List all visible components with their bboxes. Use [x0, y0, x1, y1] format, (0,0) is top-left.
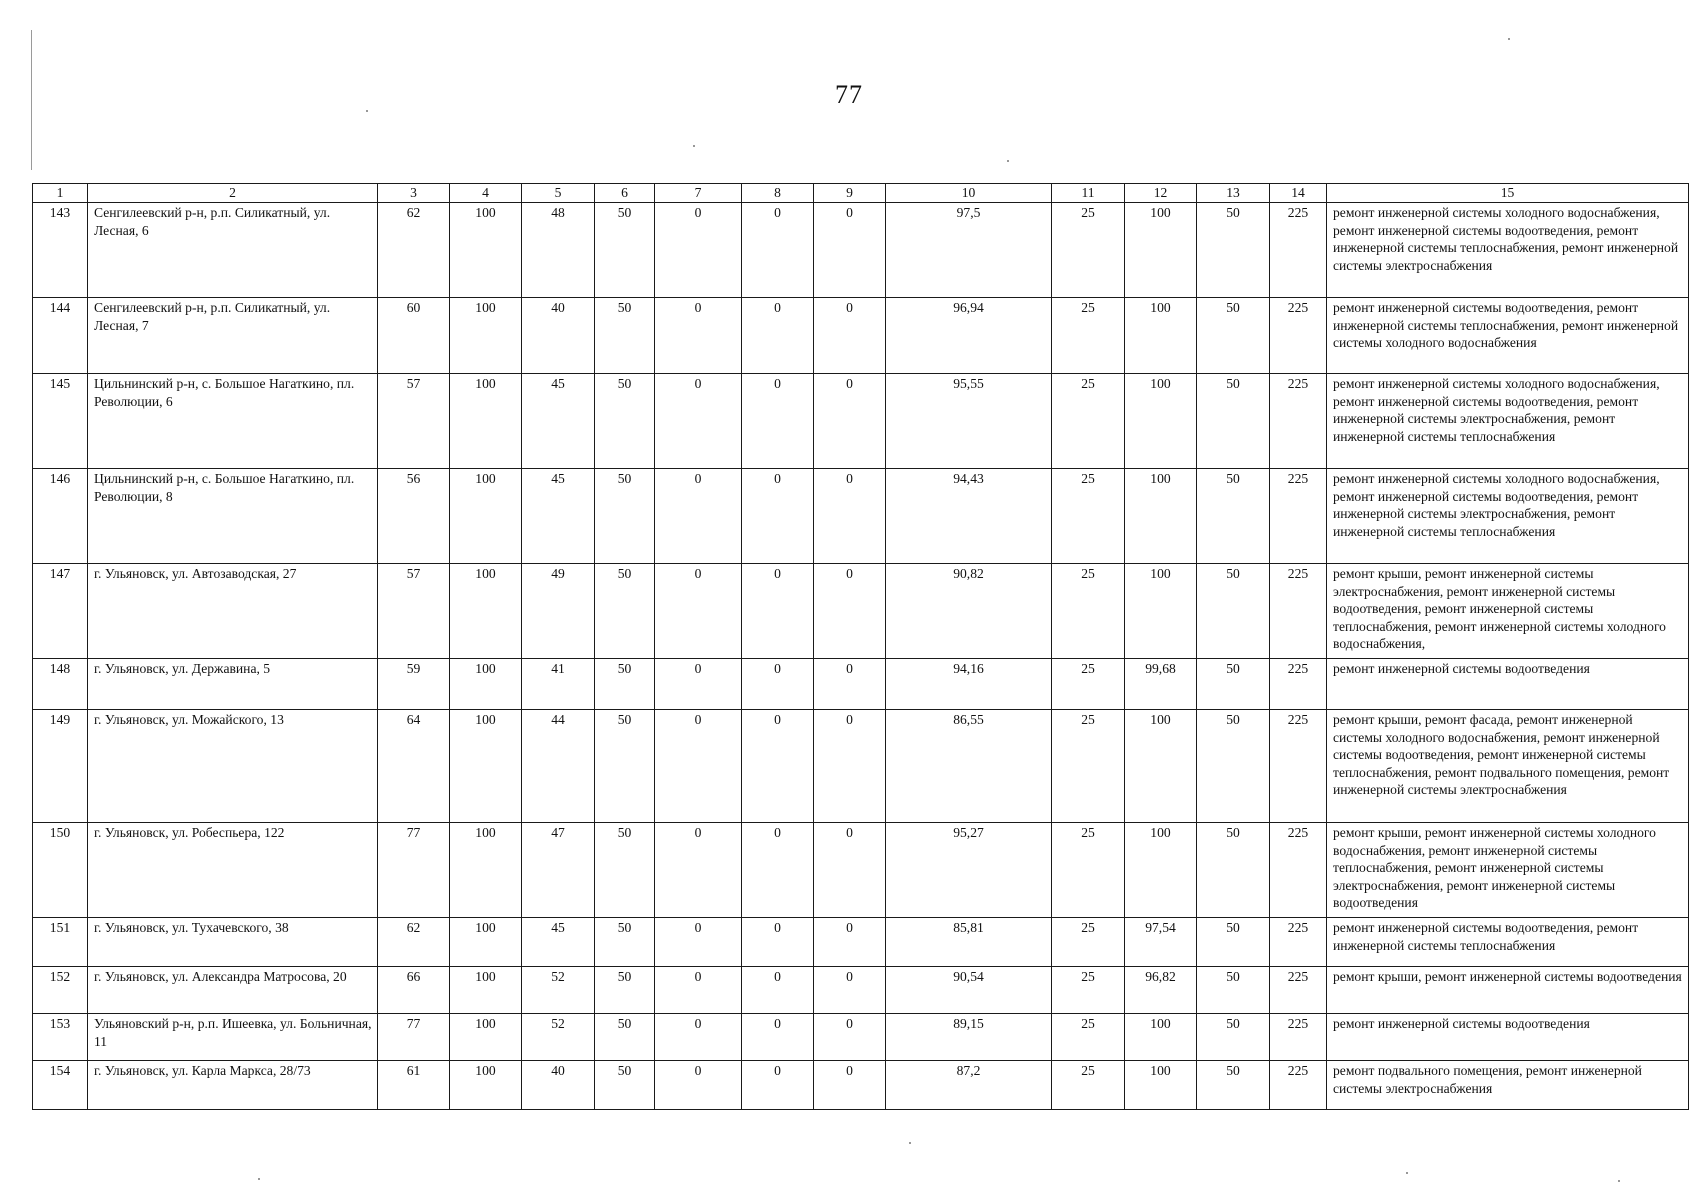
value-cell: 50	[1197, 823, 1270, 918]
row-number: 144	[33, 298, 88, 374]
work-description-cell: ремонт инженерной системы водоотведения, ремонт инженерной системы теплоснабжения, ремонт инженерной системы холодного водоснабжения	[1327, 298, 1689, 374]
value-cell: 0	[655, 823, 742, 918]
value-cell: 50	[1197, 967, 1270, 1014]
work-description-cell: ремонт крыши, ремонт фасада, ремонт инженерной системы холодного водоснабжения, ремонт инженерной системы водоотведения, ремонт инженерной системы теплоснабжения, ремонт подвального помещения, ремонт инженерной системы электроснабжения	[1327, 710, 1689, 823]
work-description-cell: ремонт подвального помещения, ремонт инженерной системы электроснабжения	[1327, 1061, 1689, 1110]
value-cell: 97,5	[886, 203, 1052, 298]
value-cell: 0	[655, 298, 742, 374]
value-cell: 100	[450, 918, 522, 967]
work-description-cell: ремонт инженерной системы холодного водоснабжения, ремонт инженерной системы водоотведения, ремонт инженерной системы электроснабжения, ремонт инженерной системы теплоснабжения	[1327, 469, 1689, 564]
value-cell: 0	[742, 564, 814, 659]
address-cell: г. Ульяновск, ул. Державина, 5	[88, 659, 378, 710]
value-cell: 0	[814, 469, 886, 564]
value-cell: 100	[450, 564, 522, 659]
scan-speck	[366, 110, 368, 112]
value-cell: 66	[378, 967, 450, 1014]
row-number: 146	[33, 469, 88, 564]
row-number: 149	[33, 710, 88, 823]
value-cell: 50	[1197, 203, 1270, 298]
table-row	[33, 823, 1689, 918]
value-cell: 99,68	[1125, 659, 1197, 710]
value-cell: 100	[1125, 564, 1197, 659]
value-cell: 50	[595, 967, 655, 1014]
value-cell: 85,81	[886, 918, 1052, 967]
value-cell: 50	[595, 659, 655, 710]
value-cell: 95,27	[886, 823, 1052, 918]
value-cell: 0	[742, 374, 814, 469]
value-cell: 50	[595, 203, 655, 298]
value-cell: 50	[595, 1014, 655, 1061]
value-cell: 100	[450, 298, 522, 374]
column-header: 8	[742, 184, 814, 203]
value-cell: 50	[595, 564, 655, 659]
value-cell: 62	[378, 203, 450, 298]
value-cell: 0	[814, 1014, 886, 1061]
column-header: 4	[450, 184, 522, 203]
table-row	[33, 564, 1689, 659]
value-cell: 0	[742, 823, 814, 918]
value-cell: 50	[1197, 1014, 1270, 1061]
value-cell: 100	[450, 469, 522, 564]
value-cell: 50	[595, 298, 655, 374]
value-cell: 0	[814, 1061, 886, 1110]
value-cell: 100	[450, 374, 522, 469]
value-cell: 225	[1270, 374, 1327, 469]
value-cell: 0	[655, 1061, 742, 1110]
value-cell: 225	[1270, 1061, 1327, 1110]
value-cell: 77	[378, 823, 450, 918]
value-cell: 0	[742, 1014, 814, 1061]
address-cell: Сенгилеевский р-н, р.п. Силикатный, ул. Лесная, 6	[88, 203, 378, 298]
work-description-cell: ремонт инженерной системы водоотведения	[1327, 659, 1689, 710]
column-header: 15	[1327, 184, 1689, 203]
row-number: 148	[33, 659, 88, 710]
value-cell: 0	[814, 659, 886, 710]
work-description-cell: ремонт крыши, ремонт инженерной системы холодного водоснабжения, ремонт инженерной системы теплоснабжения, ремонт инженерной системы электроснабжения, ремонт инженерной системы водоотведения	[1327, 823, 1689, 918]
value-cell: 96,82	[1125, 967, 1197, 1014]
value-cell: 50	[1197, 469, 1270, 564]
column-header: 3	[378, 184, 450, 203]
column-header: 7	[655, 184, 742, 203]
address-cell: г. Ульяновск, ул. Александра Матросова, 20	[88, 967, 378, 1014]
value-cell: 90,82	[886, 564, 1052, 659]
value-cell: 25	[1052, 374, 1125, 469]
value-cell: 50	[1197, 710, 1270, 823]
value-cell: 0	[814, 710, 886, 823]
address-cell: Ульяновский р-н, р.п. Ишеевка, ул. Больничная, 11	[88, 1014, 378, 1061]
value-cell: 0	[742, 469, 814, 564]
column-header: 2	[88, 184, 378, 203]
address-cell: г. Ульяновск, ул. Тухачевского, 38	[88, 918, 378, 967]
value-cell: 77	[378, 1014, 450, 1061]
value-cell: 50	[595, 710, 655, 823]
table-header-row	[33, 184, 1689, 203]
value-cell: 61	[378, 1061, 450, 1110]
value-cell: 0	[655, 374, 742, 469]
value-cell: 25	[1052, 564, 1125, 659]
page-number: 77	[835, 80, 863, 109]
value-cell: 0	[655, 203, 742, 298]
value-cell: 0	[655, 469, 742, 564]
row-number: 150	[33, 823, 88, 918]
value-cell: 0	[742, 659, 814, 710]
table-row	[33, 298, 1689, 374]
value-cell: 45	[522, 918, 595, 967]
value-cell: 100	[450, 1014, 522, 1061]
address-cell: г. Ульяновск, ул. Можайского, 13	[88, 710, 378, 823]
value-cell: 25	[1052, 823, 1125, 918]
table-row	[33, 1014, 1689, 1061]
value-cell: 225	[1270, 918, 1327, 967]
row-number: 151	[33, 918, 88, 967]
value-cell: 57	[378, 564, 450, 659]
value-cell: 100	[450, 203, 522, 298]
value-cell: 225	[1270, 298, 1327, 374]
address-cell: Цильнинский р-н, с. Большое Нагаткино, пл. Революции, 8	[88, 469, 378, 564]
work-description-cell: ремонт инженерной системы холодного водоснабжения, ремонт инженерной системы водоотведения, ремонт инженерной системы теплоснабжения, ремонт инженерной системы электроснабжения	[1327, 203, 1689, 298]
value-cell: 100	[1125, 823, 1197, 918]
value-cell: 50	[595, 823, 655, 918]
row-number: 145	[33, 374, 88, 469]
value-cell: 90,54	[886, 967, 1052, 1014]
value-cell: 225	[1270, 823, 1327, 918]
scan-speck	[1406, 1172, 1408, 1174]
value-cell: 60	[378, 298, 450, 374]
value-cell: 0	[814, 564, 886, 659]
value-cell: 41	[522, 659, 595, 710]
value-cell: 225	[1270, 1014, 1327, 1061]
scan-speck	[1618, 1180, 1620, 1182]
value-cell: 25	[1052, 1061, 1125, 1110]
value-cell: 44	[522, 710, 595, 823]
value-cell: 52	[522, 967, 595, 1014]
value-cell: 0	[742, 1061, 814, 1110]
value-cell: 0	[655, 1014, 742, 1061]
table-row	[33, 710, 1689, 823]
table-row	[33, 659, 1689, 710]
column-header: 9	[814, 184, 886, 203]
value-cell: 100	[450, 967, 522, 1014]
column-header: 5	[522, 184, 595, 203]
value-cell: 52	[522, 1014, 595, 1061]
value-cell: 0	[742, 918, 814, 967]
value-cell: 40	[522, 298, 595, 374]
column-header: 10	[886, 184, 1052, 203]
value-cell: 100	[450, 1061, 522, 1110]
table-row	[33, 1061, 1689, 1110]
work-description-cell: ремонт крыши, ремонт инженерной системы водоотведения	[1327, 967, 1689, 1014]
value-cell: 100	[450, 659, 522, 710]
value-cell: 50	[595, 1061, 655, 1110]
value-cell: 50	[1197, 564, 1270, 659]
value-cell: 225	[1270, 659, 1327, 710]
value-cell: 50	[1197, 659, 1270, 710]
value-cell: 97,54	[1125, 918, 1197, 967]
value-cell: 57	[378, 374, 450, 469]
column-header: 1	[33, 184, 88, 203]
value-cell: 0	[742, 967, 814, 1014]
value-cell: 0	[655, 918, 742, 967]
value-cell: 95,55	[886, 374, 1052, 469]
row-number: 154	[33, 1061, 88, 1110]
value-cell: 100	[1125, 469, 1197, 564]
value-cell: 86,55	[886, 710, 1052, 823]
table-row	[33, 967, 1689, 1014]
work-description-cell: ремонт инженерной системы холодного водоснабжения, ремонт инженерной системы водоотведения, ремонт инженерной системы электроснабжения, ремонт инженерной системы теплоснабжения	[1327, 374, 1689, 469]
table-row	[33, 469, 1689, 564]
value-cell: 89,15	[886, 1014, 1052, 1061]
value-cell: 45	[522, 469, 595, 564]
value-cell: 100	[1125, 1061, 1197, 1110]
row-number: 153	[33, 1014, 88, 1061]
value-cell: 45	[522, 374, 595, 469]
value-cell: 225	[1270, 203, 1327, 298]
value-cell: 50	[595, 374, 655, 469]
value-cell: 0	[655, 967, 742, 1014]
value-cell: 50	[1197, 1061, 1270, 1110]
table-row	[33, 918, 1689, 967]
value-cell: 100	[1125, 203, 1197, 298]
value-cell: 48	[522, 203, 595, 298]
address-cell: Цильнинский р-н, с. Большое Нагаткино, пл. Революции, 6	[88, 374, 378, 469]
value-cell: 225	[1270, 710, 1327, 823]
value-cell: 64	[378, 710, 450, 823]
value-cell: 94,16	[886, 659, 1052, 710]
column-header: 13	[1197, 184, 1270, 203]
address-cell: г. Ульяновск, ул. Карла Маркса, 28/73	[88, 1061, 378, 1110]
value-cell: 87,2	[886, 1061, 1052, 1110]
value-cell: 25	[1052, 298, 1125, 374]
address-cell: г. Ульяновск, ул. Робеспьера, 122	[88, 823, 378, 918]
value-cell: 0	[655, 710, 742, 823]
value-cell: 0	[655, 564, 742, 659]
value-cell: 25	[1052, 1014, 1125, 1061]
value-cell: 0	[814, 298, 886, 374]
data-table	[32, 183, 1689, 1110]
scan-speck	[1007, 160, 1009, 162]
column-header: 6	[595, 184, 655, 203]
value-cell: 25	[1052, 469, 1125, 564]
value-cell: 25	[1052, 659, 1125, 710]
value-cell: 225	[1270, 469, 1327, 564]
value-cell: 50	[595, 469, 655, 564]
value-cell: 225	[1270, 564, 1327, 659]
value-cell: 59	[378, 659, 450, 710]
value-cell: 47	[522, 823, 595, 918]
value-cell: 100	[450, 823, 522, 918]
value-cell: 25	[1052, 203, 1125, 298]
work-description-cell: ремонт инженерной системы водоотведения, ремонт инженерной системы теплоснабжения	[1327, 918, 1689, 967]
value-cell: 25	[1052, 918, 1125, 967]
value-cell: 96,94	[886, 298, 1052, 374]
value-cell: 0	[742, 710, 814, 823]
scan-speck	[693, 145, 695, 147]
value-cell: 50	[1197, 918, 1270, 967]
value-cell: 50	[1197, 298, 1270, 374]
value-cell: 50	[595, 918, 655, 967]
work-description-cell: ремонт инженерной системы водоотведения	[1327, 1014, 1689, 1061]
value-cell: 40	[522, 1061, 595, 1110]
column-header: 11	[1052, 184, 1125, 203]
value-cell: 0	[742, 298, 814, 374]
value-cell: 25	[1052, 710, 1125, 823]
value-cell: 100	[1125, 374, 1197, 469]
address-cell: г. Ульяновск, ул. Автозаводская, 27	[88, 564, 378, 659]
table-row	[33, 203, 1689, 298]
row-number: 147	[33, 564, 88, 659]
value-cell: 100	[450, 710, 522, 823]
value-cell: 0	[814, 918, 886, 967]
row-number: 143	[33, 203, 88, 298]
work-description-cell: ремонт крыши, ремонт инженерной системы электроснабжения, ремонт инженерной системы водоотведения, ремонт инженерной системы теплоснабжения, ремонт инженерной системы холодного водоснабжения,	[1327, 564, 1689, 659]
scan-speck	[1508, 38, 1510, 40]
value-cell: 100	[1125, 1014, 1197, 1061]
value-cell: 100	[1125, 298, 1197, 374]
row-number: 152	[33, 967, 88, 1014]
value-cell: 100	[1125, 710, 1197, 823]
value-cell: 62	[378, 918, 450, 967]
table-row	[33, 374, 1689, 469]
value-cell: 0	[814, 374, 886, 469]
value-cell: 0	[814, 203, 886, 298]
value-cell: 94,43	[886, 469, 1052, 564]
value-cell: 0	[814, 967, 886, 1014]
column-header: 12	[1125, 184, 1197, 203]
value-cell: 49	[522, 564, 595, 659]
value-cell: 0	[814, 823, 886, 918]
value-cell: 56	[378, 469, 450, 564]
value-cell: 0	[655, 659, 742, 710]
scan-speck	[258, 1178, 260, 1180]
value-cell: 25	[1052, 967, 1125, 1014]
value-cell: 50	[1197, 374, 1270, 469]
value-cell: 225	[1270, 967, 1327, 1014]
scan-speck	[909, 1142, 911, 1144]
value-cell: 0	[742, 203, 814, 298]
address-cell: Сенгилеевский р-н, р.п. Силикатный, ул. Лесная, 7	[88, 298, 378, 374]
column-header: 14	[1270, 184, 1327, 203]
